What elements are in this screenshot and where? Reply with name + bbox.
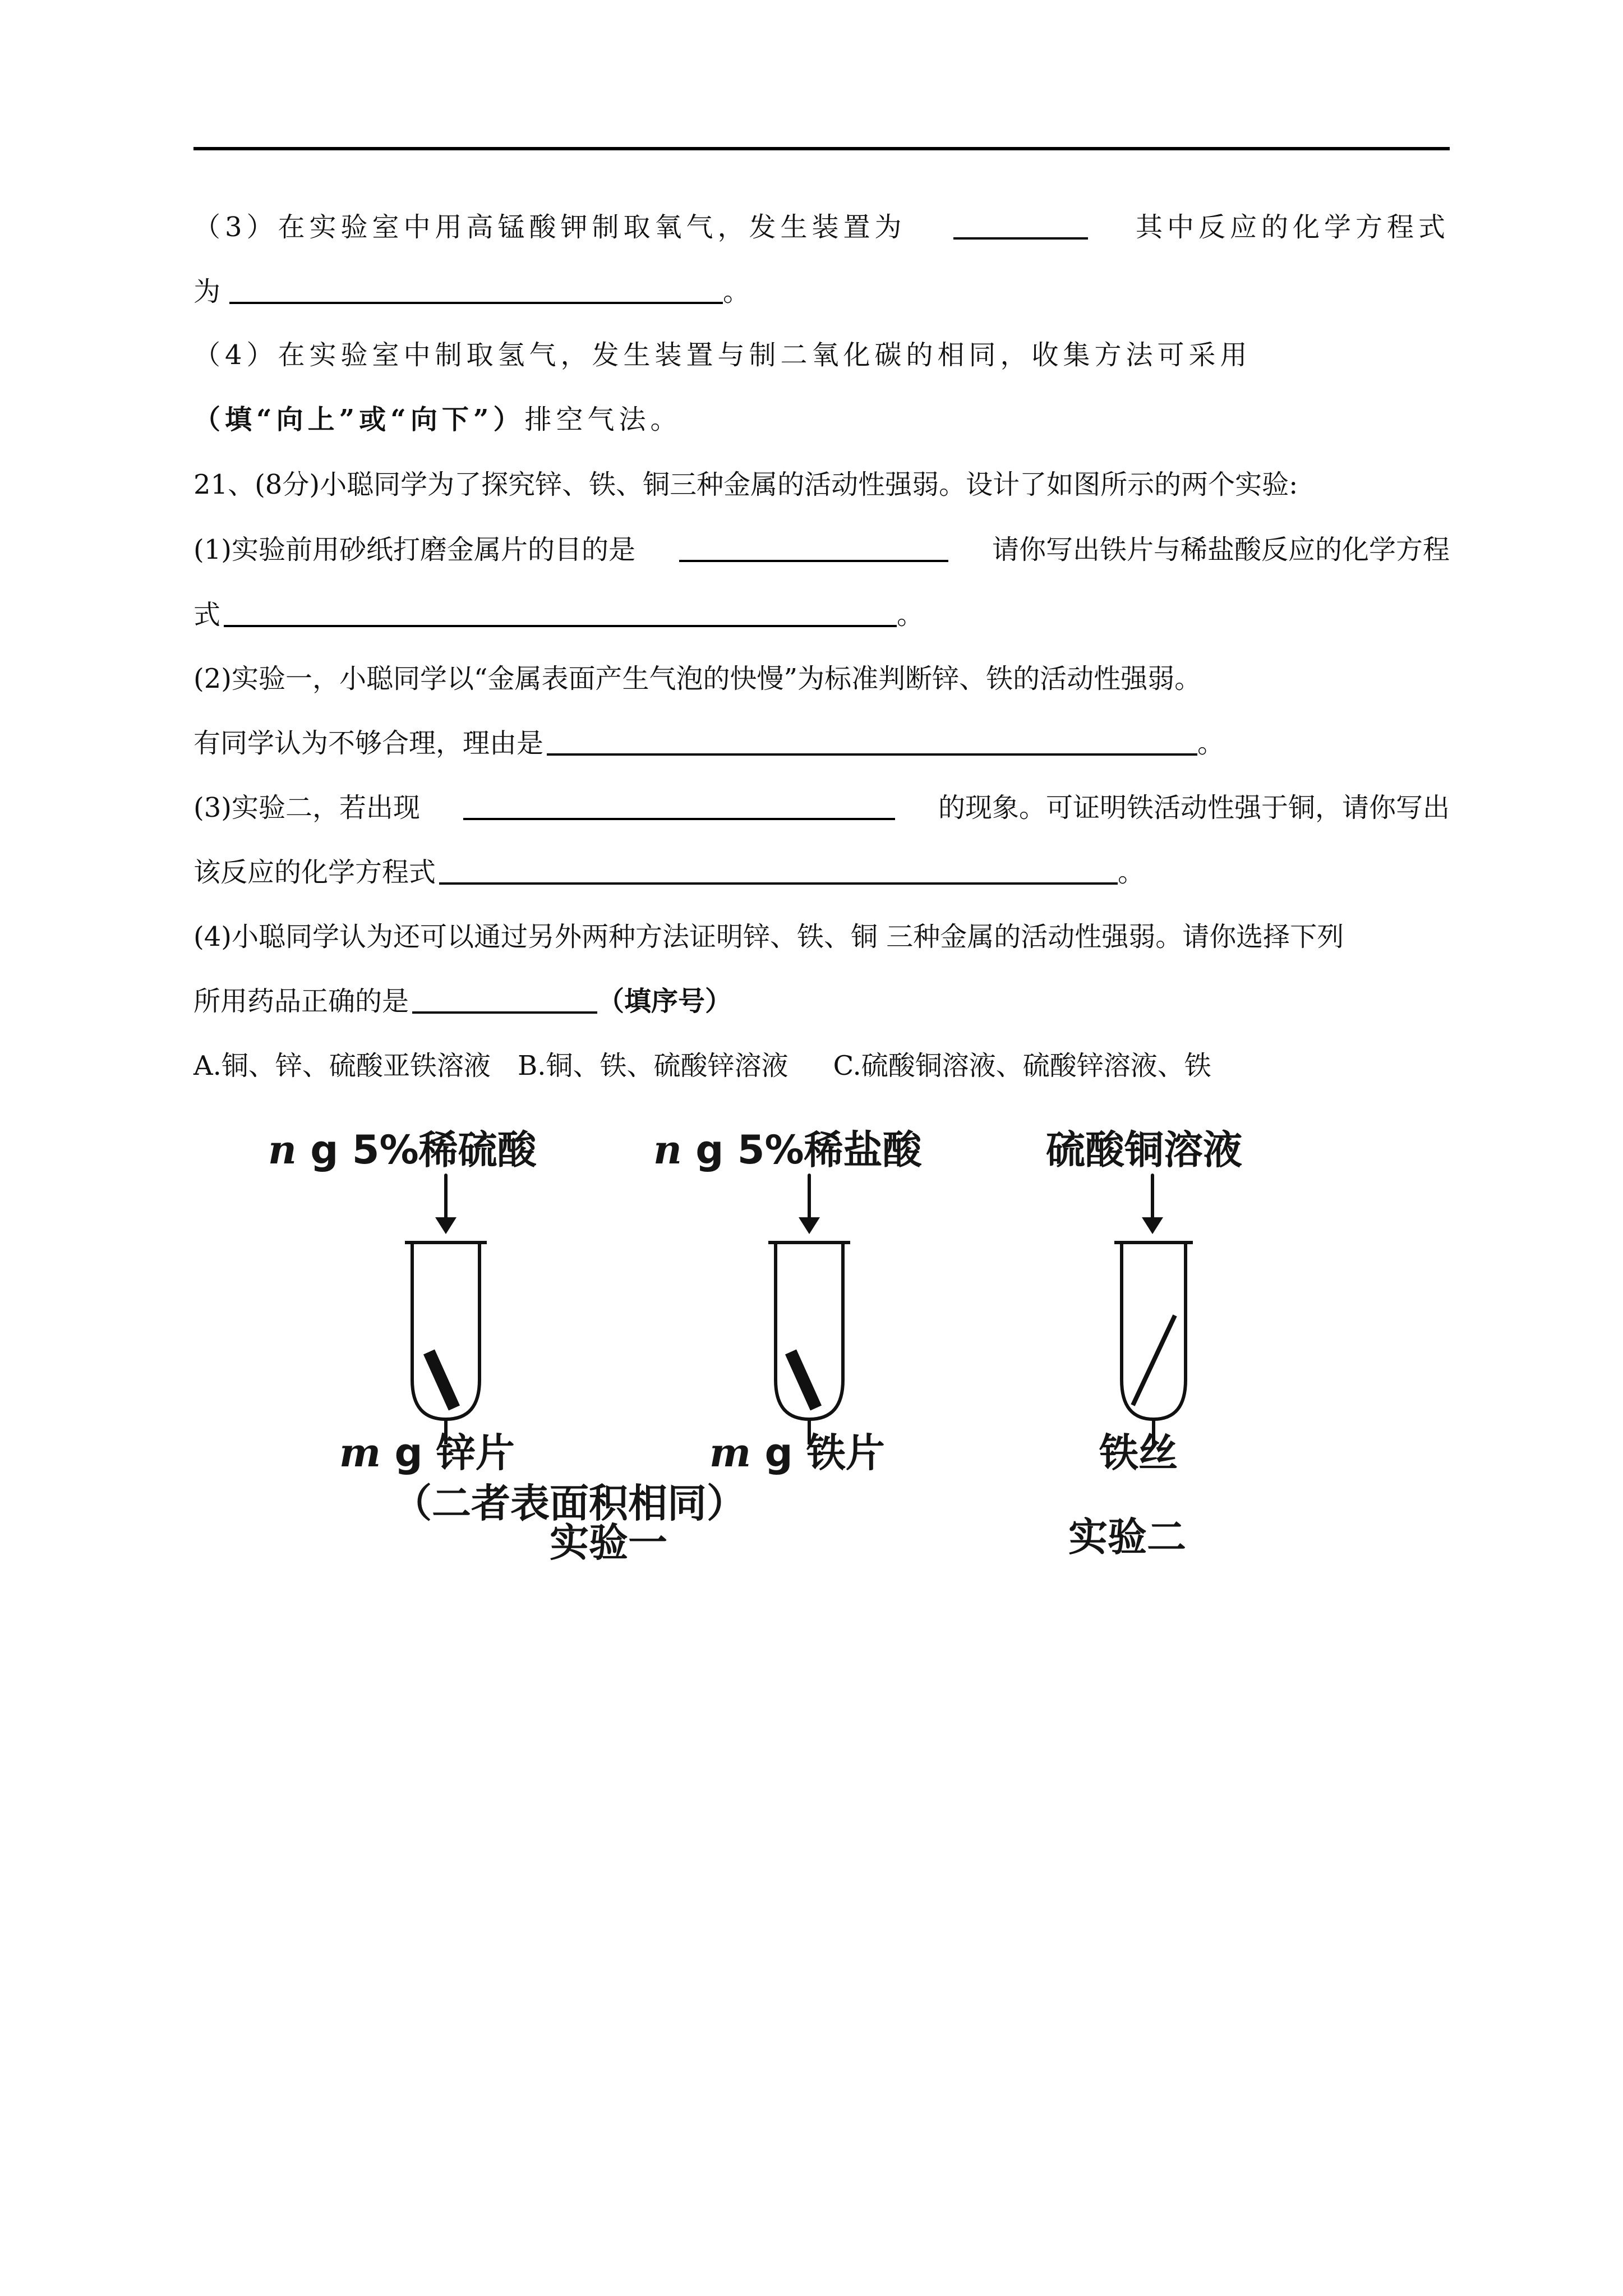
q21-part1-text-c: 式 <box>193 599 221 631</box>
q21-part2-text-b: 有同学认为不够合理，理由是 <box>193 728 544 759</box>
q21-part4-text-b: 所用药品正确的是 <box>193 986 409 1017</box>
iron-wire <box>1133 1315 1175 1405</box>
arrow-head-icon <box>1142 1217 1163 1234</box>
test-tube-icon <box>1122 1243 1186 1419</box>
q20-part3-text-a: （3）在实验室中用高锰酸钾制取氧气，发生装置为 <box>193 211 906 243</box>
q20-part4-text-a: （4）在实验室中制取氢气，发生装置与制二氧化碳的相同，收集方法可采用 <box>193 339 1252 371</box>
q21-part3-text-a: (3)实验二，若出现 <box>193 792 420 823</box>
q21-part2-line1: (2)实验一，小聪同学以“金属表面产生气泡的快慢”为标准判断锌、铁的活动性强弱。 <box>193 663 1202 694</box>
arrow-head-icon <box>435 1217 457 1234</box>
tube1-metal-label: m g 锌片 <box>339 1429 515 1476</box>
q21-part1-text-d: 。 <box>897 599 924 631</box>
q21-part3-text-d: 。 <box>1118 857 1145 888</box>
q21-part2-text-c: 。 <box>1197 728 1225 759</box>
experiment-one-label: 实验一 <box>550 1520 667 1566</box>
q21-part3-text-b: 的现象。可证明铁活动性强于铜，请你写出 <box>938 792 1450 823</box>
tube3-metal-label: 铁丝 <box>1099 1430 1178 1476</box>
option-a: A.铜、锌、硫酸亚铁溶液 <box>193 1050 491 1082</box>
option-b: B.铜、铁、硫酸锌溶液 <box>517 1050 789 1082</box>
experiment-two-label: 实验二 <box>1068 1514 1186 1560</box>
q21-part3-text-c: 该反应的化学方程式 <box>193 857 436 888</box>
q20-part4-text-b: （填“向上”或“向下”） <box>193 404 525 435</box>
q20-part3-text-c: 为 <box>193 276 225 307</box>
figure-note: （二者表面积相同） <box>393 1480 746 1526</box>
q21-intro: 21、(8分)小聪同学为了探究锌、铁、铜三种金属的活动性强弱。设计了如图所示的两个实验: <box>193 469 1298 500</box>
arrow-head-icon <box>799 1217 820 1234</box>
q21-part4-line1: (4)小聪同学认为还可以通过另外两种方法证明锌、铁、铜 三种金属的活动性强弱。请你选择下列 <box>193 921 1344 953</box>
tube3-reagent-label: 硫酸铜溶液 <box>1046 1127 1242 1173</box>
q20-part3-text-d: 。 <box>723 276 755 307</box>
zinc-strip <box>429 1352 454 1408</box>
tube2-metal-label: m g 铁片 <box>709 1429 885 1476</box>
tube1-reagent-label: n g 5%稀硫酸 <box>268 1126 537 1173</box>
option-c: C.硫酸铜溶液、硫酸锌溶液、铁 <box>833 1050 1211 1082</box>
q21-part1-text-b: 请你写出铁片与稀盐酸反应的化学方程 <box>992 534 1450 565</box>
q21-part1-text-a: (1)实验前用砂纸打磨金属片的目的是 <box>193 534 635 565</box>
q20-part4-text-c: 排空气法。 <box>524 404 682 435</box>
iron-strip <box>791 1352 816 1408</box>
q20-part3-text-b: 其中反应的化学方程式 <box>1135 211 1450 243</box>
q21-part4-text-c: （填序号） <box>597 986 732 1017</box>
tube2-reagent-label: n g 5%稀盐酸 <box>653 1126 922 1173</box>
